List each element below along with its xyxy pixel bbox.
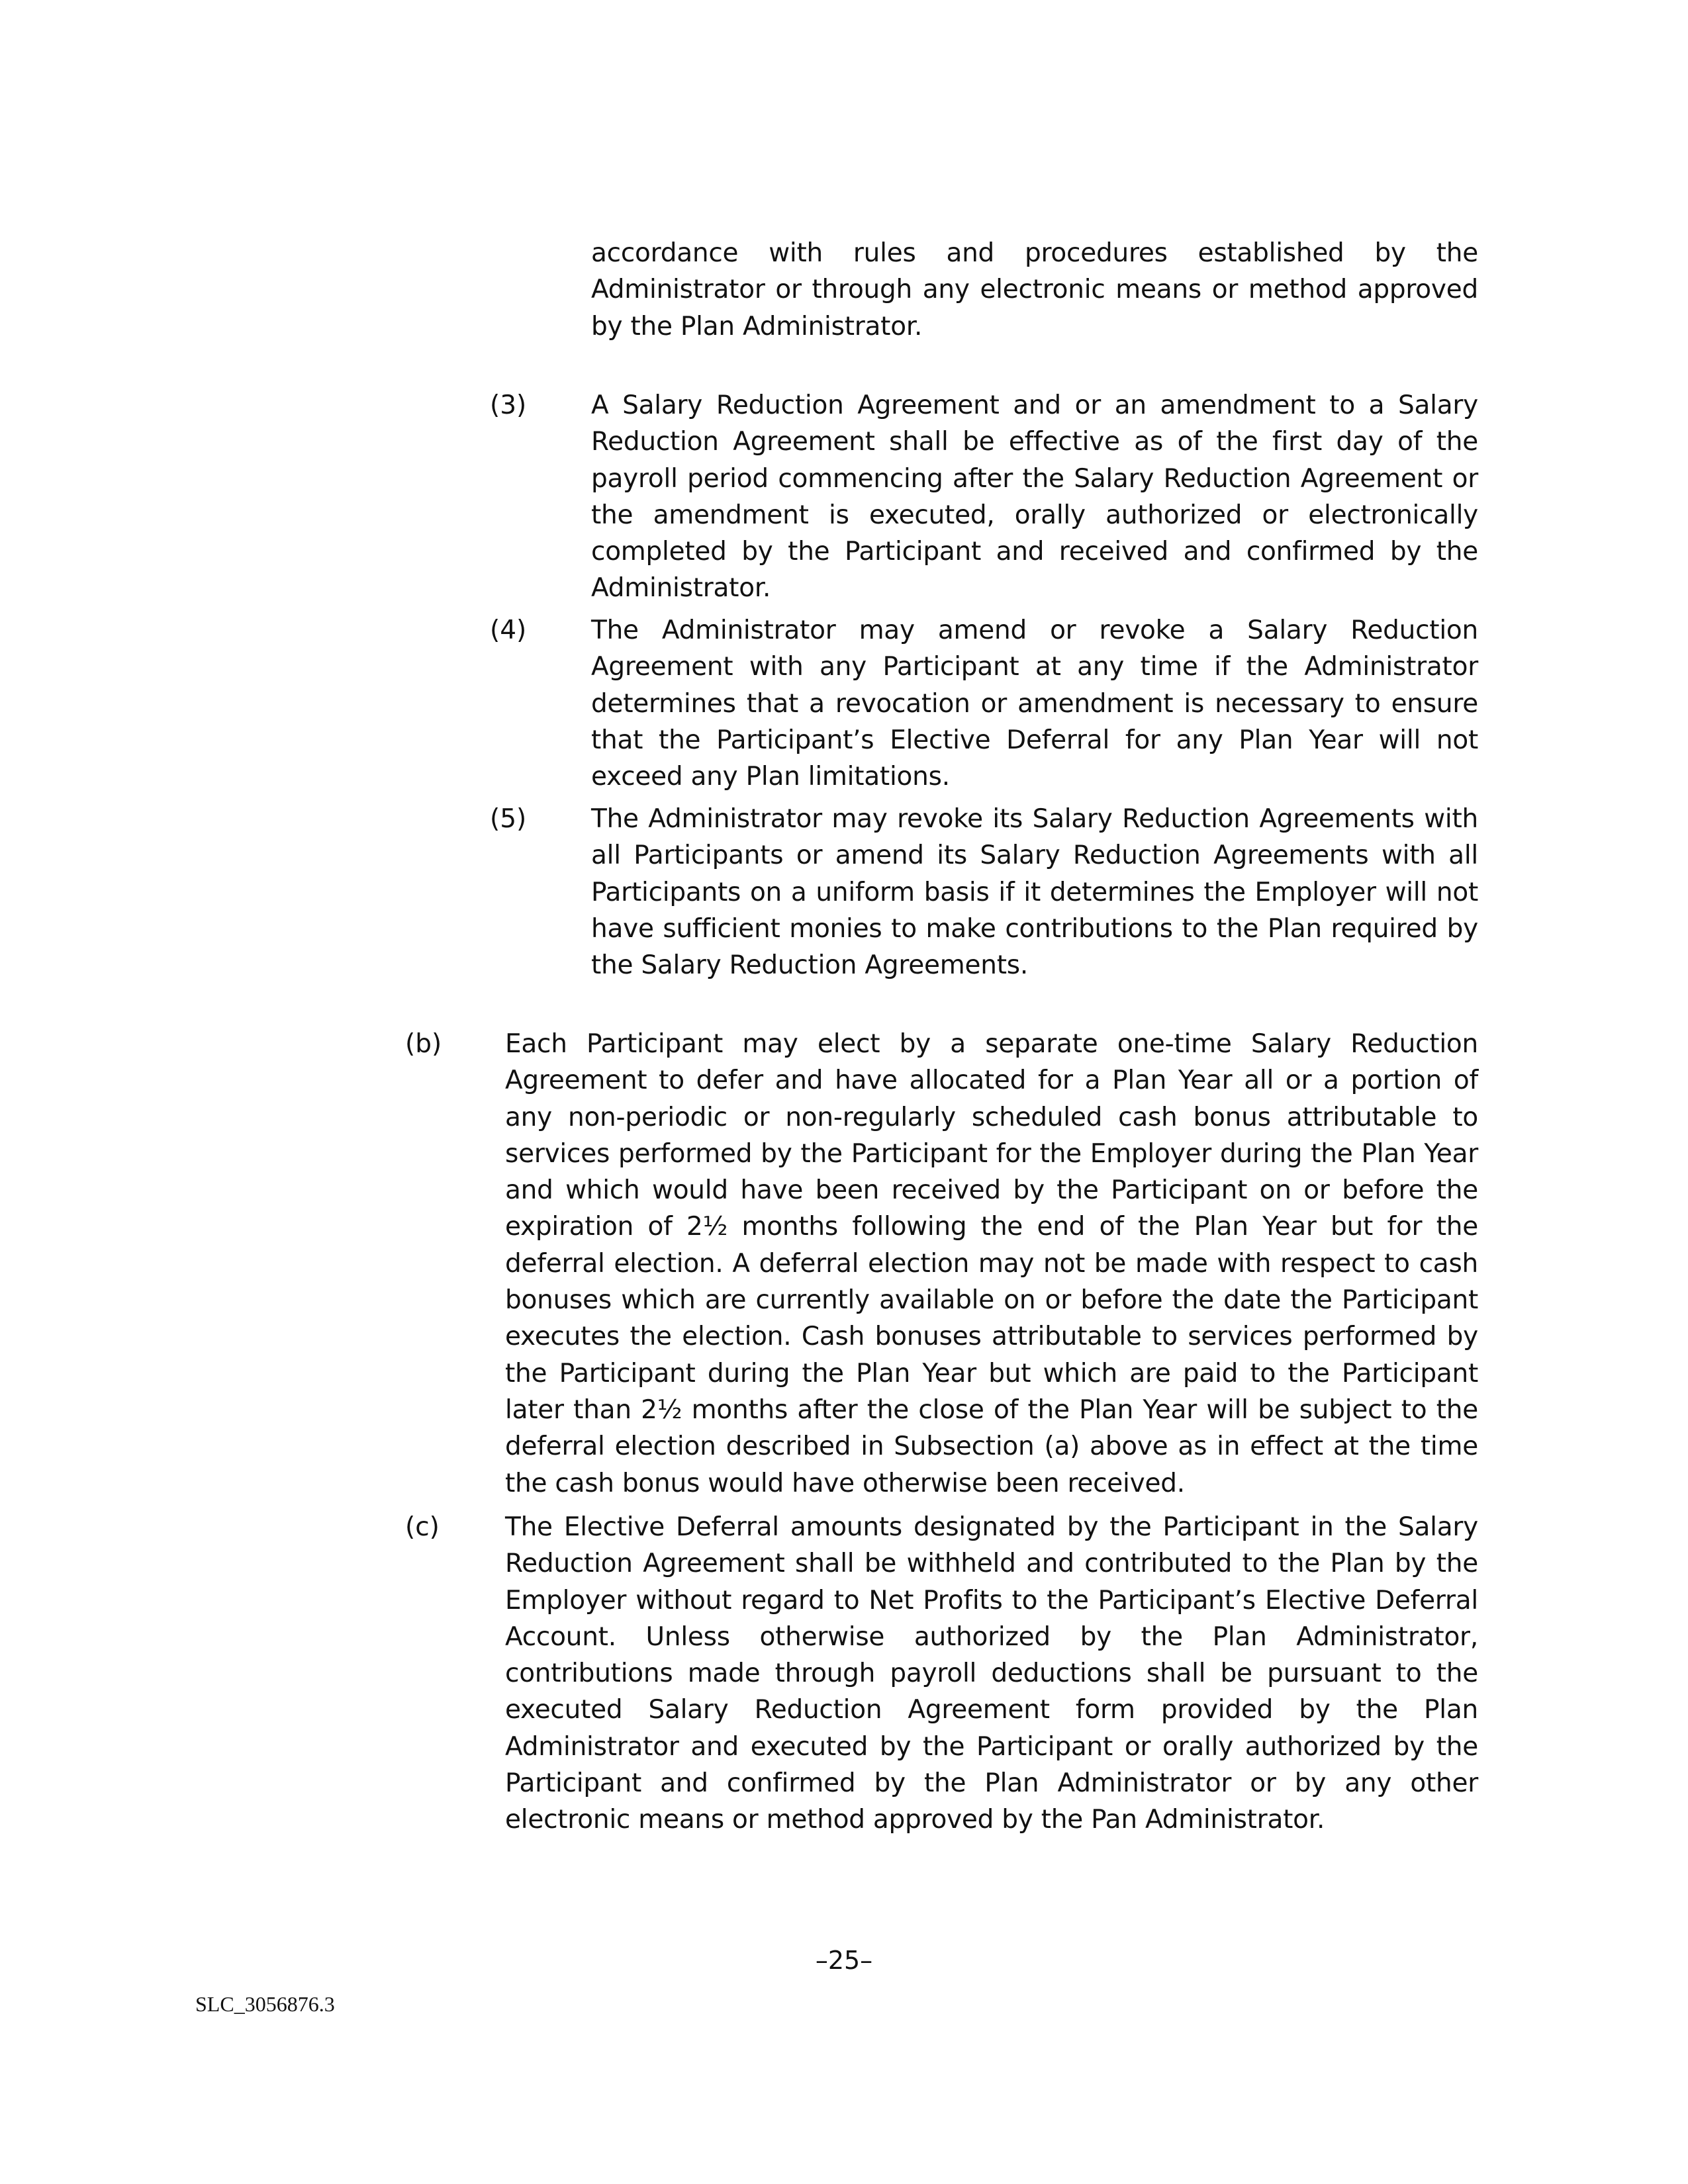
item-label-3: (3): [490, 390, 527, 420]
item-label-b: (b): [405, 1029, 442, 1059]
page-number: –25–: [815, 1946, 873, 1975]
document-id: SLC_3056876.3: [195, 1992, 335, 2016]
paragraph-item-b: Each Participant may elect by a separate one-time Salary Reduction Agreement to defer and have allocated for a Plan Year all or a portion of any non-periodic or non-regularly scheduled cash bonus attributable to services performed by the Participant for the Employer during the Plan Year and which would have been received by the Participant on or before the expiration of 2½ months following the end of the Plan Year but for the deferral election. A deferral election may not be made with respect to cash bonuses which are currently available on or before the date the Participant executes the election. Cash bonuses attributable to services performed by the Participant during the Plan Year but which are paid to the Participant later than 2½ months after the close of the Plan Year will be subject to the deferral election described in Subsection (a) above as in effect at the time the cash bonus would have otherwise been received.: [505, 1029, 1478, 1498]
item-label-c: (c): [405, 1512, 440, 1542]
paragraph-item-3: A Salary Reduction Agreement and or an amendment to a Salary Reduction Agreement shall be effective as of the first day of the payroll period commencing after the Salary Reduction Agreement or the amendment is executed, orally authorized or electronically completed by the Participant and received and confirmed by the Administrator.: [591, 390, 1478, 604]
paragraph-item-4: The Administrator may amend or revoke a Salary Reduction Agreement with any Participant at any time if the Administrator determines that a revocation or amendment is necessary to ensure that the Participant’s Elective Deferral for any Plan Year will not exceed any Plan limitations.: [591, 615, 1478, 792]
paragraph-item-c: The Elective Deferral amounts designated by the Participant in the Salary Reduction Agreement shall be withheld and contributed to the Plan by the Employer without regard to Net Profits to the Participant’s Elective Deferral Account. Unless otherwise authorized by the Plan Administrator, contributions made through payroll deductions shall be pursuant to the executed Salary Reduction Agreement form provided by the Plan Administrator and executed by the Participant or orally authorized by the Participant and confirmed by the Plan Administrator or by any other electronic means or method approved by the Pan Administrator.: [505, 1512, 1478, 1835]
item-label-4: (4): [490, 615, 527, 645]
paragraph-item-5: The Administrator may revoke its Salary Reduction Agreements with all Participants or amend its Salary Reduction Agreements with all Participants on a uniform basis if it determines the Employer will not have sufficient monies to make contributions to the Plan required by the Salary Reduction Agreements.: [591, 804, 1478, 981]
paragraph-intro-continuation: accordance with rules and procedures established by the Administrator or through any electronic means or method approved by the Plan Administrator.: [591, 238, 1478, 341]
item-label-5: (5): [490, 804, 527, 834]
